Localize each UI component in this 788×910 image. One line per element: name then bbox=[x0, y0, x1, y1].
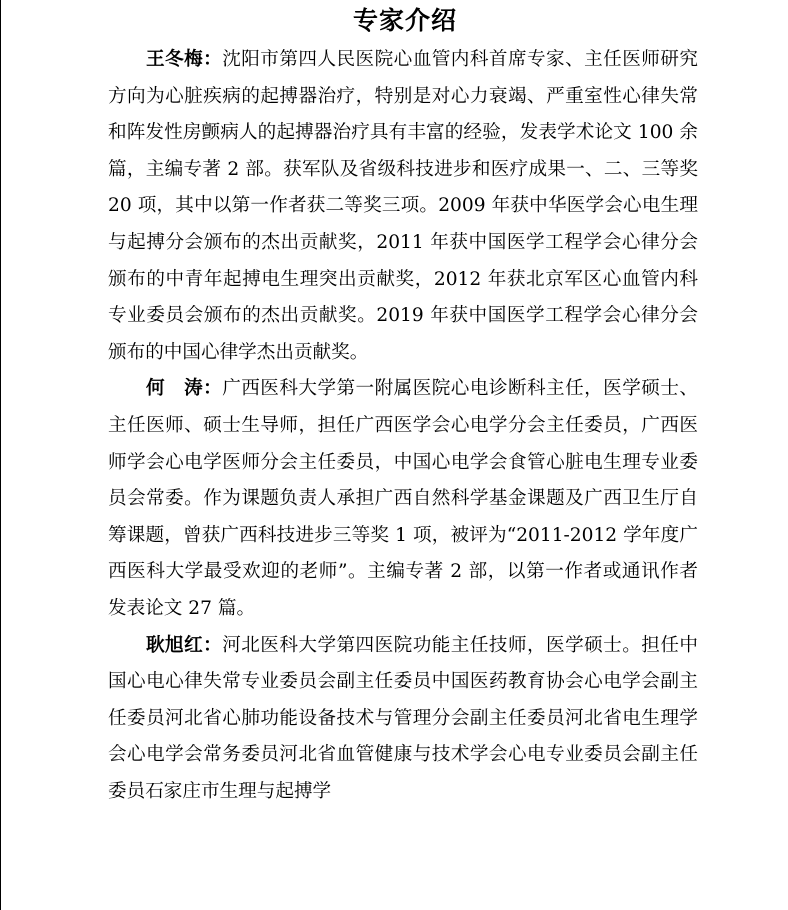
expert-description: 河北医科大学第四医院功能主任技师，医学硕士。担任中国心电心律失常专业委员会副主任委员中国医药教育协会心电学会副主任委员河北省心肺功能设备技术与管理分会副主任委员河北省电生理学会心电学会常务委员河北省血管健康与技术学会心电专业委员会副主任委员石家庄市生理与起搏学 bbox=[108, 634, 698, 802]
document-page bbox=[108, 0, 698, 810]
expert-bio-geng-xuhong bbox=[108, 628, 698, 811]
expert-name: 何 涛： bbox=[146, 378, 223, 400]
left-border-line bbox=[0, 0, 1, 910]
expert-description: 广西医科大学第一附属医院心电诊断科主任，医学硕士、主任医师、硕士生导师，担任广西医学会心电学分会主任委员，广西医师学会心电学医师分会主任委员，中国心电学会食管心脏电生理专业委员会常委。作为课题负责人承担广西自然科学基金课题及广西卫生厅自筹课题，曾获广西科技进步三等奖 1 项，被评为“2011-2012 学年度广西医科大学最受欢迎的老师”。主编专著 2 部，以第一作者或通讯作者发表论文 27 篇。 bbox=[108, 378, 698, 619]
expert-bio-he-tao bbox=[108, 371, 698, 627]
expert-description: 沈阳市第四人民医院心血管内科首席专家、主任医师研究方向为心脏疾病的起搏器治疗，特别是对心力衰竭、严重室性心律失常和阵发性房颤病人的起搏器治疗具有丰富的经验，发表学术论文 100 余篇，主编专著 2 部。获军队及省级科技进步和医疗成果一、二、三等奖 20 项，其中以第一作者获二等奖三项。2009 年获中华医学会心电生理与起搏分会颁布的杰出贡献奖，2011 年获中国医学工程学会心律分会颁布的中青年起搏电生理突出贡献奖，2012 年获北京军区心血管内科专业委员会颁布的杰出贡献奖。2019 年获中国医学工程学会心律分会颁布的中国心律学杰出贡献奖。 bbox=[108, 49, 698, 363]
expert-name: 王冬梅： bbox=[146, 49, 223, 70]
expert-name: 耿旭红： bbox=[146, 634, 223, 656]
expert-bio-wang-dongmei bbox=[108, 42, 698, 371]
page-title: 专家介绍 bbox=[352, 6, 457, 35]
